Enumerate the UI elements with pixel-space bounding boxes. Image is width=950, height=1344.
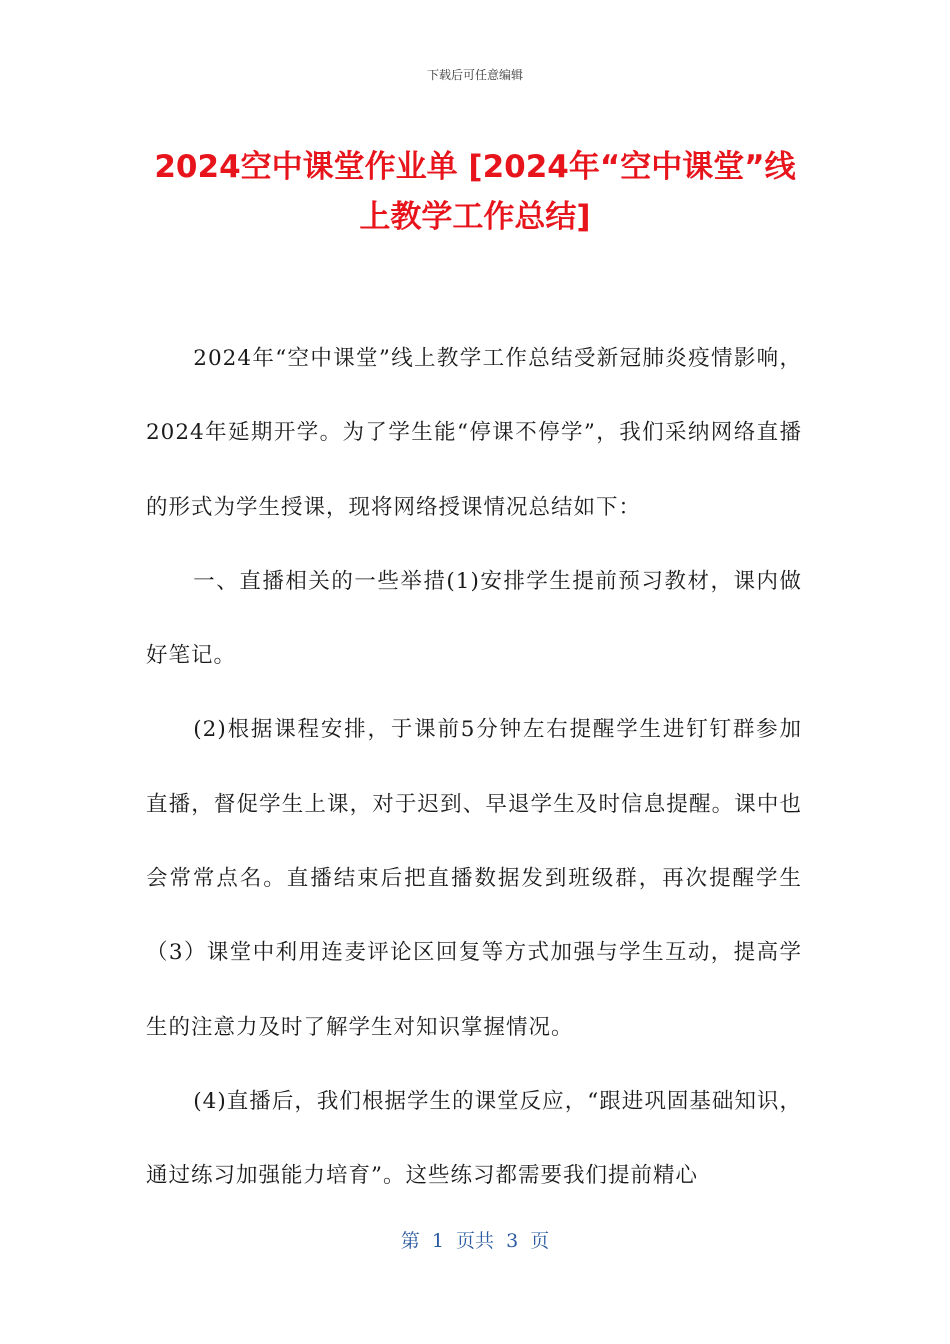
paragraph-measure-4: (4)直播后，我们根据学生的课堂反应，“跟进巩固基础知识，通过练习加强能力培育”。这些练习都需要我们提前精心: [146, 1088, 802, 1189]
paragraph-measure-1: 一、直播相关的一些举措(1)安排学生提前预习教材，课内做好笔记。: [146, 568, 802, 669]
document-title: 2024空中课堂作业单 [2024年“空中课堂”线上教学工作总结]: [154, 149, 796, 235]
paragraph-measure-2-3: (2)根据课程安排，于课前5分钟左右提醒学生进钉钉群参加直播，督促学生上课，对于迟到、早退学生及时信息提醒。课中也会常常点名。直播结束后把直播数据发到班级群，再次提醒学生（3）课堂中利用连麦评论区回复等方式加强与学生互动，提高学生的注意力及时了解学生对知识掌握情况。: [146, 717, 802, 1040]
page-footer: 第 1 页共 3 页: [400, 1230, 550, 1252]
header-note: 下载后可任意编辑: [426, 68, 523, 82]
document-body: [146, 322, 802, 1214]
paragraph-intro: 2024年“空中课堂”线上教学工作总结受新冠肺炎疫情影响，2024年延期开学。为了学生能“停课不停学”，我们采纳网络直播的形式为学生授课，现将网络授课情况总结如下：: [146, 346, 802, 520]
